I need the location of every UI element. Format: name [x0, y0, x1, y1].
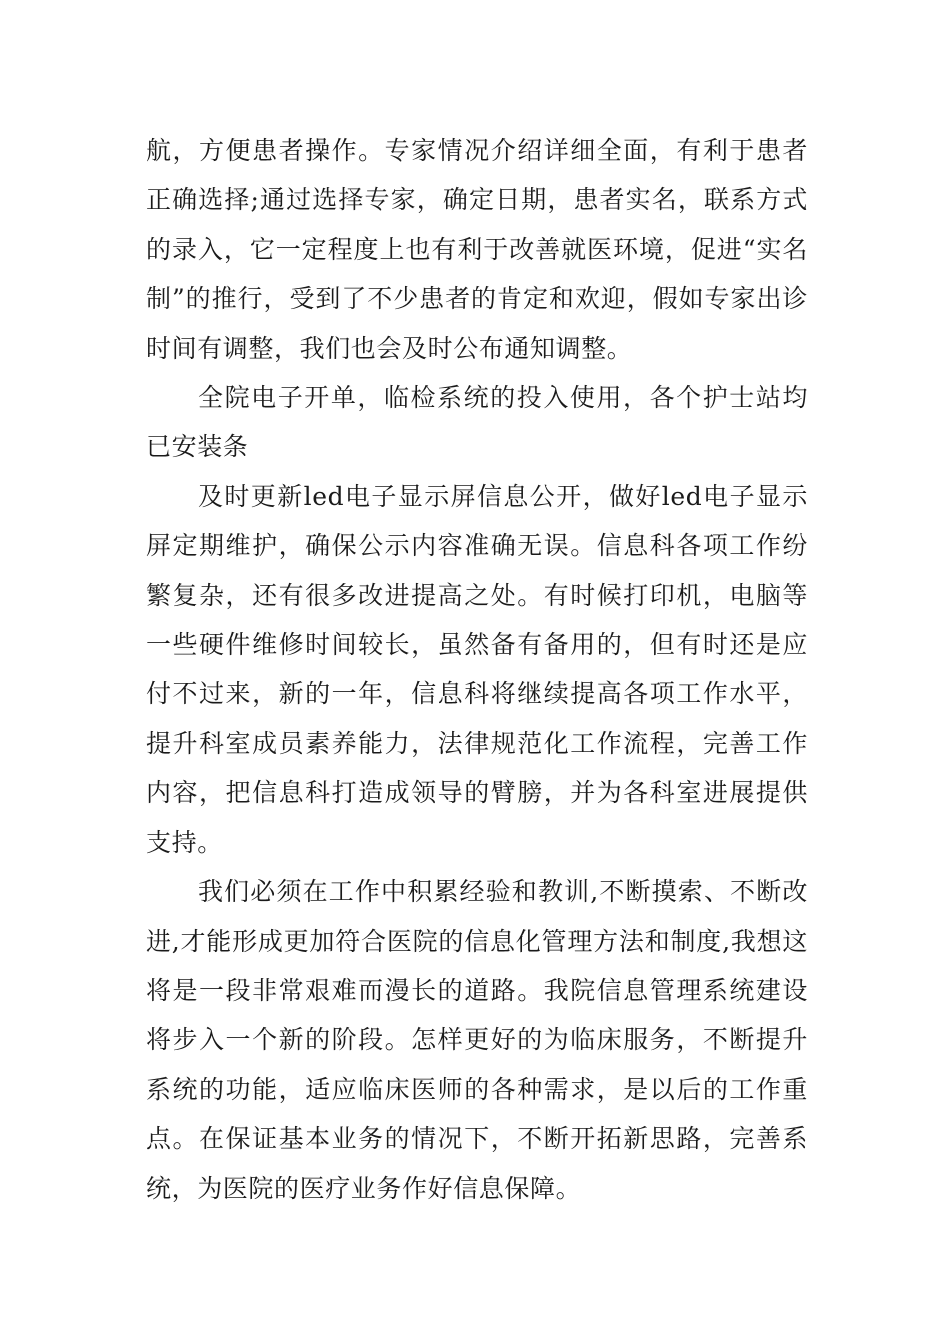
paragraph-online-booking: 航，方便患者操作。专家情况介绍详细全面，有利于患者正确选择;通过选择专家，确定日期，患者实名，联系方式的录入，它一定程度上也有利于改善就医环境，促进“实名制”的推行，受到了不少患者的肯定和欢迎，假如专家出诊时间有调整，我们也会及时公布通知调整。: [146, 136, 808, 363]
paragraph-electronic-orders: 全院电子开单，临检系统的投入使用，各个护士站均已安装条: [146, 383, 808, 462]
paragraph-future-work: 我们必须在工作中积累经验和教训,不断摸索、不断改进,才能形成更加符合医院的信息化管理方法和制度,我想这将是一段非常艰难而漫长的道路。我院信息管理系统建设将步入一个新的阶段。怎样更好的为临床服务，不断提升系统的功能，适应临床医师的各种需求，是以后的工作重点。在保证基本业务的情况下，不断开拓新思路，完善系统，为医院的医疗业务作好信息保障。: [146, 877, 808, 1203]
document-body: [146, 126, 808, 1213]
paragraph-led-display: 及时更新led电子显示屏信息公开，做好led电子显示屏定期维护，确保公示内容准确无误。信息科各项工作纷繁复杂，还有很多改进提高之处。有时候打印机，电脑等一些硬件维修时间较长，虽然备有备用的，但有时还是应付不过来，新的一年，信息科将继续提高各项工作水平，提升科室成员素养能力，法律规范化工作流程，完善工作内容，把信息科打造成领导的臂膀，并为各科室进展提供支持。: [146, 481, 808, 857]
